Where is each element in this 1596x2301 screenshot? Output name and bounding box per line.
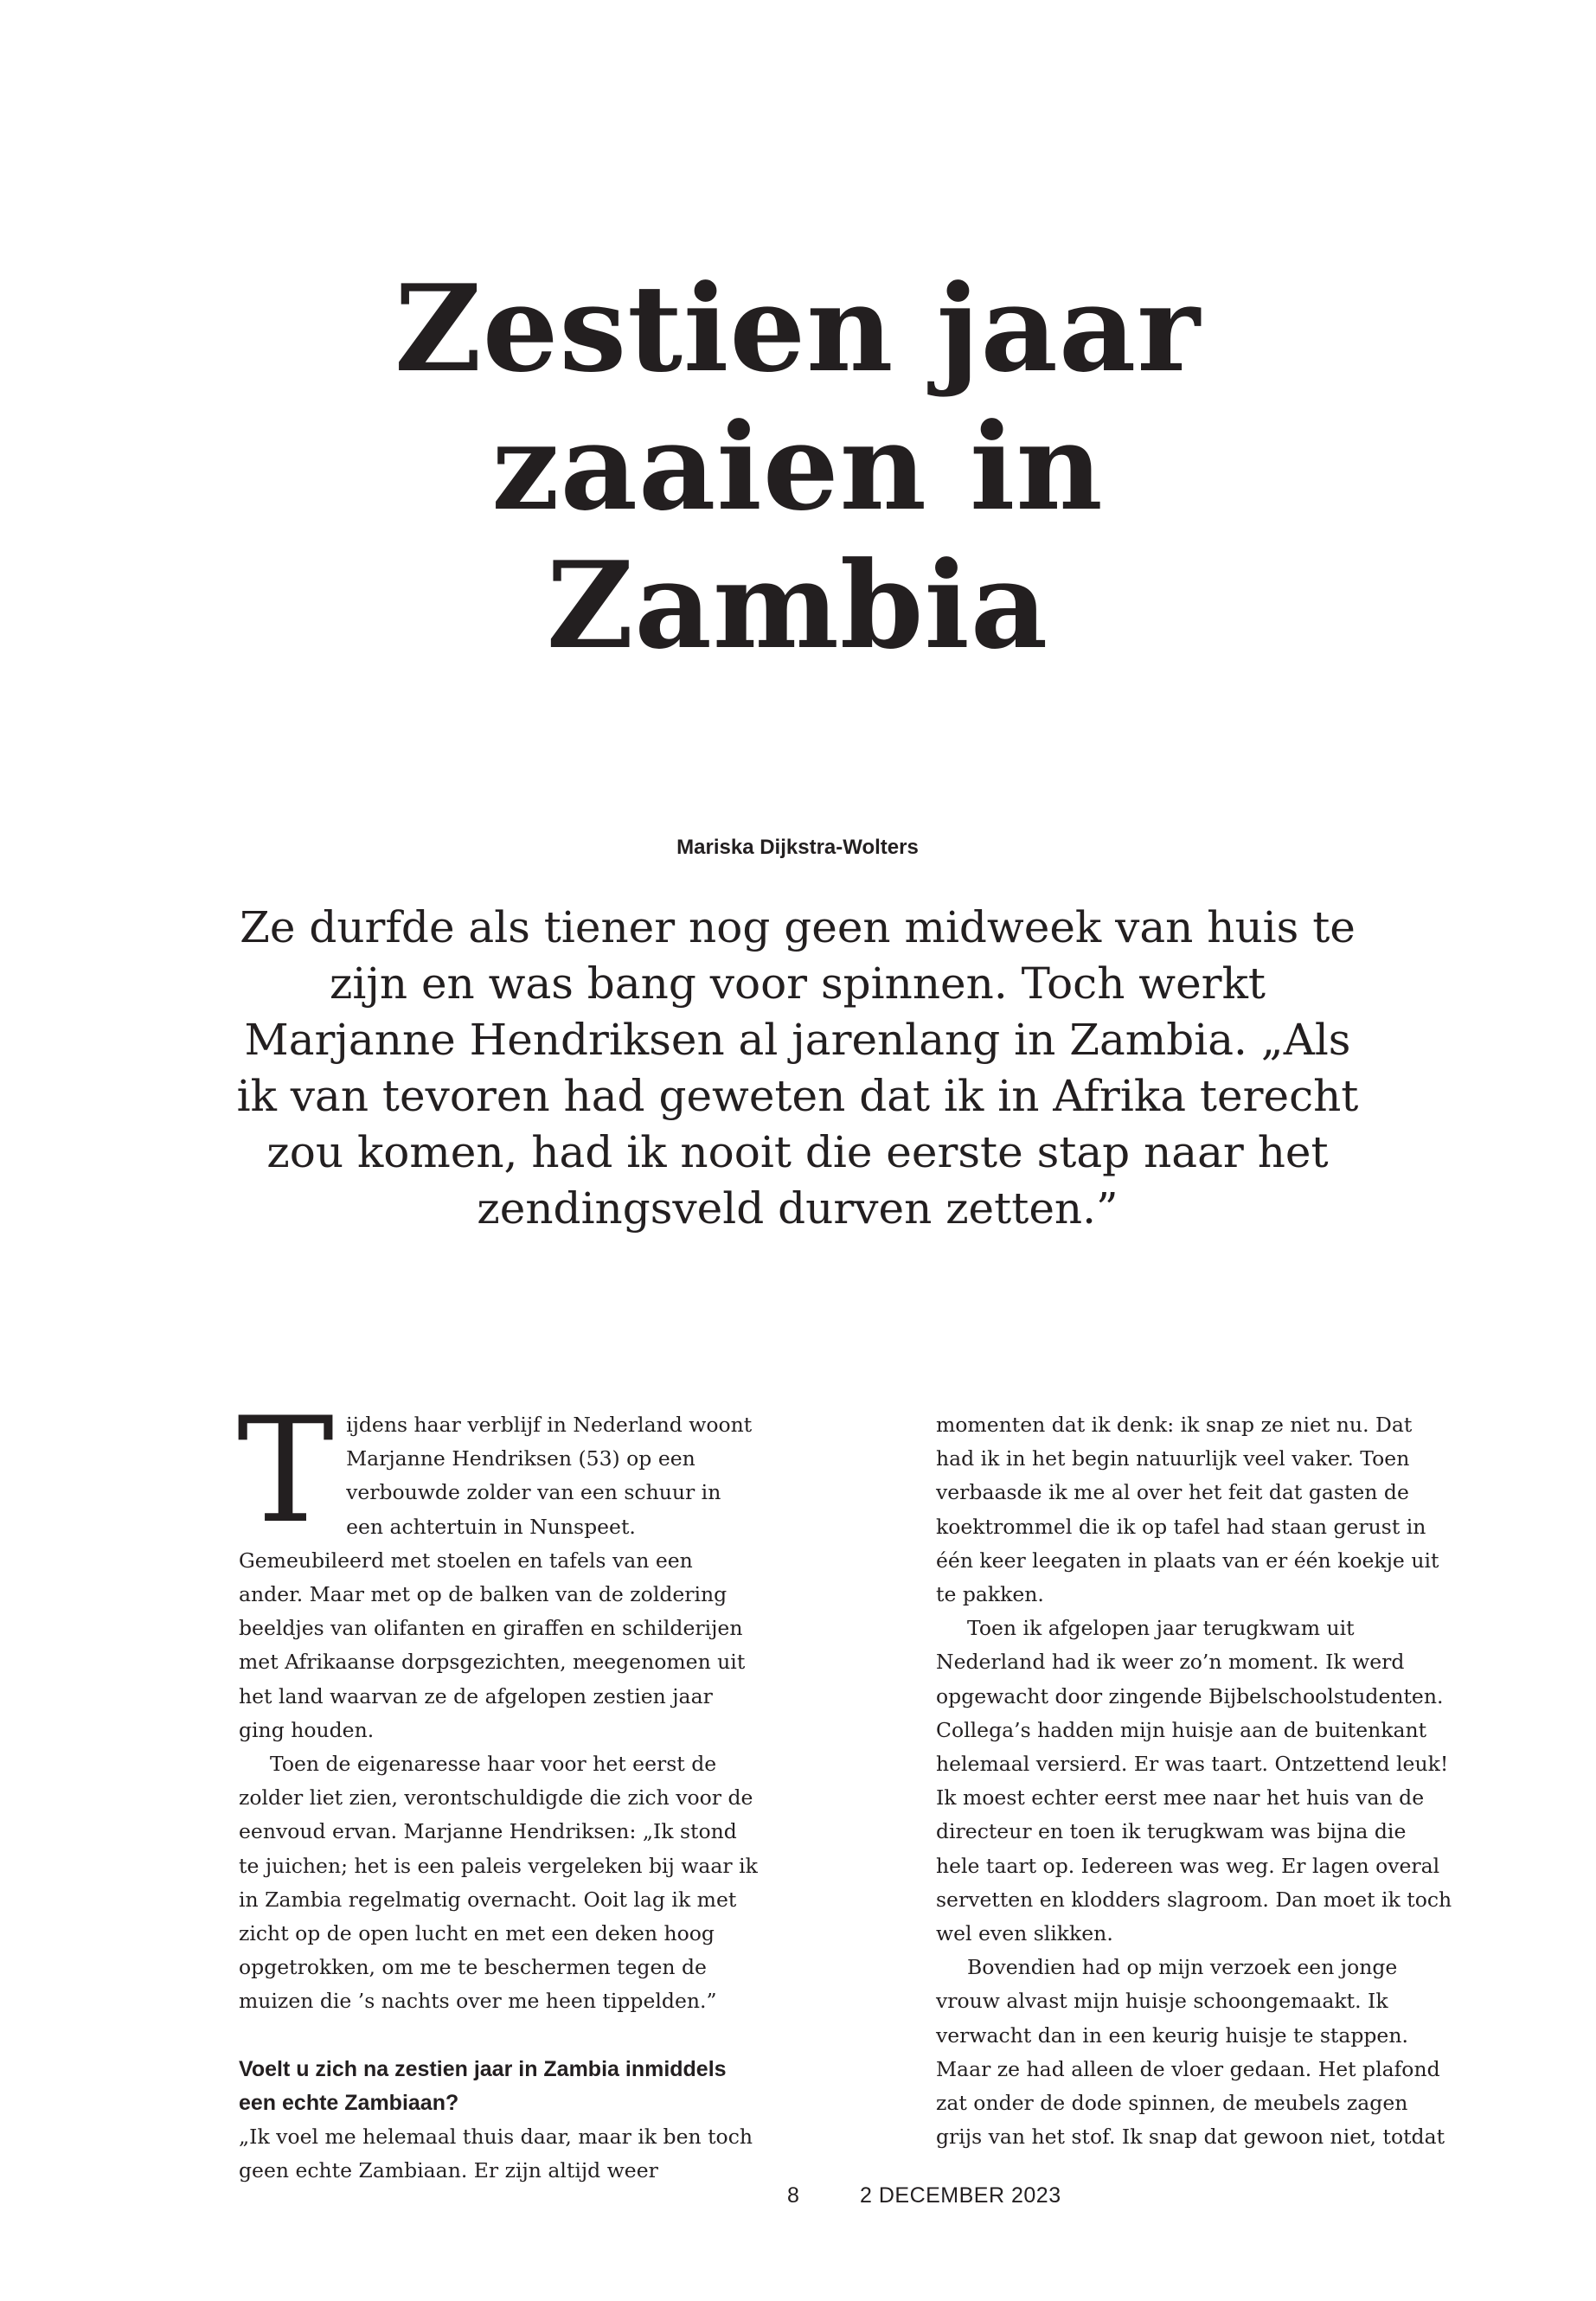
body-column-left (237, 1386, 758, 2188)
paragraph: Toen de eigenaresse haar voor het eerst de zolder liet zien, verontschuldigde die zich voor de eenvoud ervan. Marjanne Hendriksen: „Ik stond te juichen; het is een paleis vergeleken bij waar ik in Zambia regelmatig overnacht. Ooit lag ik met zicht op de open lucht en met een deken hoog opgetrokken, om me te beschermen tegen de muizen die ’s nachts over me heen tippelden.” (239, 1752, 758, 2014)
lede-intro: Ze durfde als tiener nog geen midweek van huis te zijn en was bang voor spinnen. Toch werkt Marjanne Hendriksen al jarenlang in Zambia. „Als ik van tevoren had geweten dat ik in Afrika terecht zou komen, had ik nooit die eerste stap naar het zendingsveld durven zetten.” (236, 902, 1359, 1234)
paragraph-opening (237, 1386, 758, 1747)
paragraph-answer: „Ik voel me helemaal thuis daar, maar ik ben toch geen echte Zambiaan. Er zijn altijd weer (239, 2125, 753, 2183)
headline: Zestien jaar zaaien in Zambia (394, 258, 1202, 676)
paragraph-opening-text: ijdens haar verblijf in Nederland woont Marjanne Hendriksen (53) op een verbouwde zolder van een schuur in een achtertuin in Nunspeet. Gemeubileerd met stoelen en tafels van een ander. Maar met op de balken van de zoldering beeldjes van olifanten en giraffen en schilderijen met Afrikaanse dorpsgezichten, meegenomen uit het land waarvan ze de afgelopen zestien jaar ging houden. (239, 1413, 753, 1742)
body-column-right (936, 1408, 1455, 2154)
paragraph: Toen ik afgelopen jaar terugkwam uit Nederland had ik weer zo’n moment. Ik werd opgewacht door zingende Bijbelschoolstudenten. Collega’s hadden mijn huisje aan de buitenkant helemaal versierd. Er was taart. Ontzettend leuk! Ik moest echter eerst mee naar het huis van de directeur en toen ik terugkwam was bijna die hele taart op. Iedereen was weg. Er lagen overal servetten en klodders slagroom. Dan moet ik toch wel even slikken. (936, 1616, 1452, 1946)
drop-cap: T (237, 1386, 335, 1555)
paragraph-continued: momenten dat ik denk: ik snap ze niet nu. Dat had ik in het begin natuurlijk veel vaker. Toen verbaasde ik me al over het feit dat gasten de koektrommel die ik op tafel had staan gerust in één keer leegaten in plaats van er één koekje uit te pakken. (936, 1413, 1439, 1607)
paragraph: Bovendien had op mijn verzoek een jonge vrouw alvast mijn huisje schoongemaakt. Ik verwacht dan in een keurig huisje te stappen. Maar ze had alleen de vloer gedaan. Het plafond zat onder de dode spinnen, de meubels zagen grijs van het stof. Ik snap dat gewoon niet, totdat (936, 1955, 1445, 2150)
page-number: 8 (787, 2183, 799, 2208)
interview-question: Voelt u zich na zestien jaar in Zambia inmiddels een echte Zambiaan? (239, 2056, 727, 2115)
issue-date: 2 DECEMBER 2023 (860, 2183, 1061, 2208)
author-byline: Mariska Dijkstra-Wolters (676, 836, 919, 859)
